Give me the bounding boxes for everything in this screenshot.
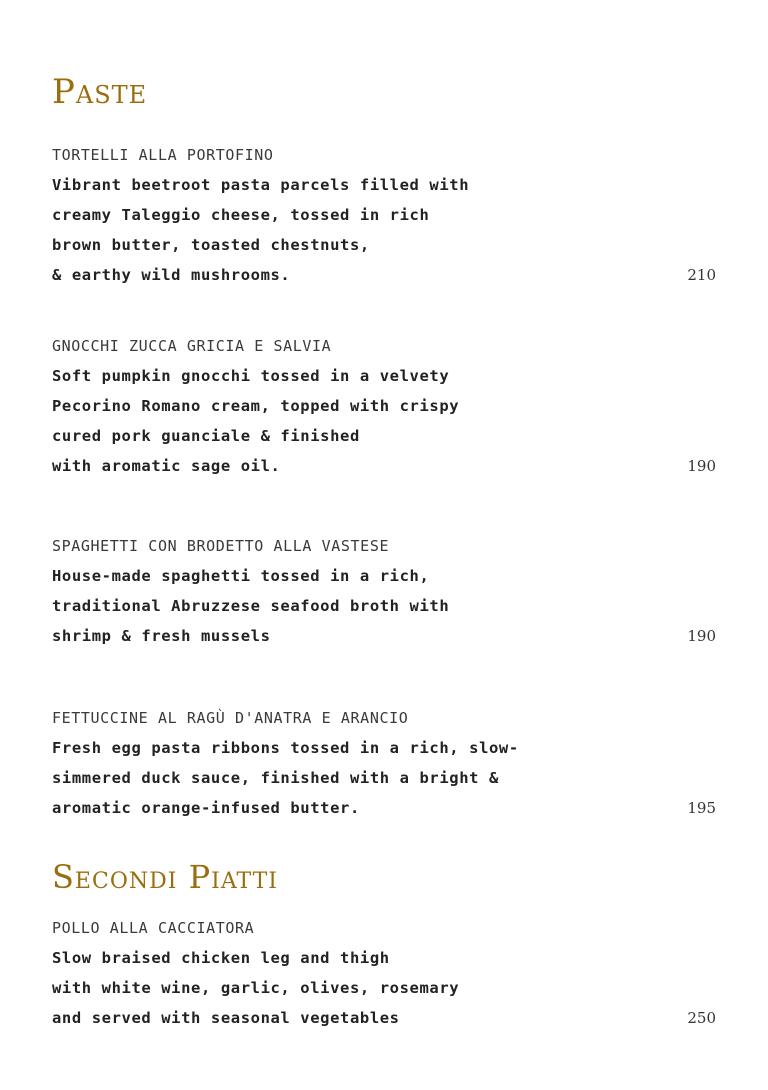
description-line: shrimp & fresh mussels <box>52 627 271 645</box>
description-line: traditional Abruzzese seafood broth with <box>52 597 450 615</box>
item-description <box>52 361 720 481</box>
menu-item-pollo <box>52 913 720 1033</box>
item-description <box>52 170 720 290</box>
item-price: 190 <box>687 457 716 475</box>
menu-item-fettuccine <box>52 703 720 823</box>
item-price: 250 <box>687 1009 716 1027</box>
item-description <box>52 943 720 1033</box>
item-price: 210 <box>687 266 716 284</box>
item-name: FETTUCCINE AL RAGÙ D'ANATRA E ARANCIO <box>52 709 409 727</box>
menu-item-tortelli <box>52 140 720 290</box>
description-line: cured pork guanciale & finished <box>52 427 360 445</box>
description-line: creamy Taleggio cheese, tossed in rich <box>52 206 430 224</box>
section-title-paste: Paste <box>52 72 148 112</box>
description-line: House-made spaghetti tossed in a rich, <box>52 567 430 585</box>
description-line: with aromatic sage oil. <box>52 457 281 475</box>
item-name: SPAGHETTI CON BRODETTO ALLA VASTESE <box>52 537 390 555</box>
menu-item-spaghetti <box>52 531 720 651</box>
description-line: Fresh egg pasta ribbons tossed in a rich, slow- <box>52 739 519 757</box>
description-line: & earthy wild mushrooms. <box>52 266 291 284</box>
description-line: Slow braised chicken leg and thigh <box>52 949 390 967</box>
description-line: simmered duck sauce, finished with a bright & <box>52 769 499 787</box>
description-line: brown butter, toasted chestnuts, <box>52 236 370 254</box>
item-name: POLLO ALLA CACCIATORA <box>52 919 255 937</box>
description-line: and served with seasonal vegetables <box>52 1009 400 1027</box>
description-line: aromatic orange-infused butter. <box>52 799 360 817</box>
description-line: Pecorino Romano cream, topped with crispy <box>52 397 460 415</box>
description-line: Soft pumpkin gnocchi tossed in a velvety <box>52 367 450 385</box>
menu-item-gnocchi <box>52 331 720 481</box>
description-line: Vibrant beetroot pasta parcels filled with <box>52 176 470 194</box>
item-description <box>52 733 720 823</box>
item-name: TORTELLI ALLA PORTOFINO <box>52 146 274 164</box>
item-price: 195 <box>687 799 716 817</box>
description-line: with white wine, garlic, olives, rosemary <box>52 979 460 997</box>
item-name: GNOCCHI ZUCCA GRICIA E SALVIA <box>52 337 332 355</box>
item-price: 190 <box>687 627 716 645</box>
item-description <box>52 561 720 651</box>
section-title-secondi-piatti: Secondi Piatti <box>52 858 278 896</box>
